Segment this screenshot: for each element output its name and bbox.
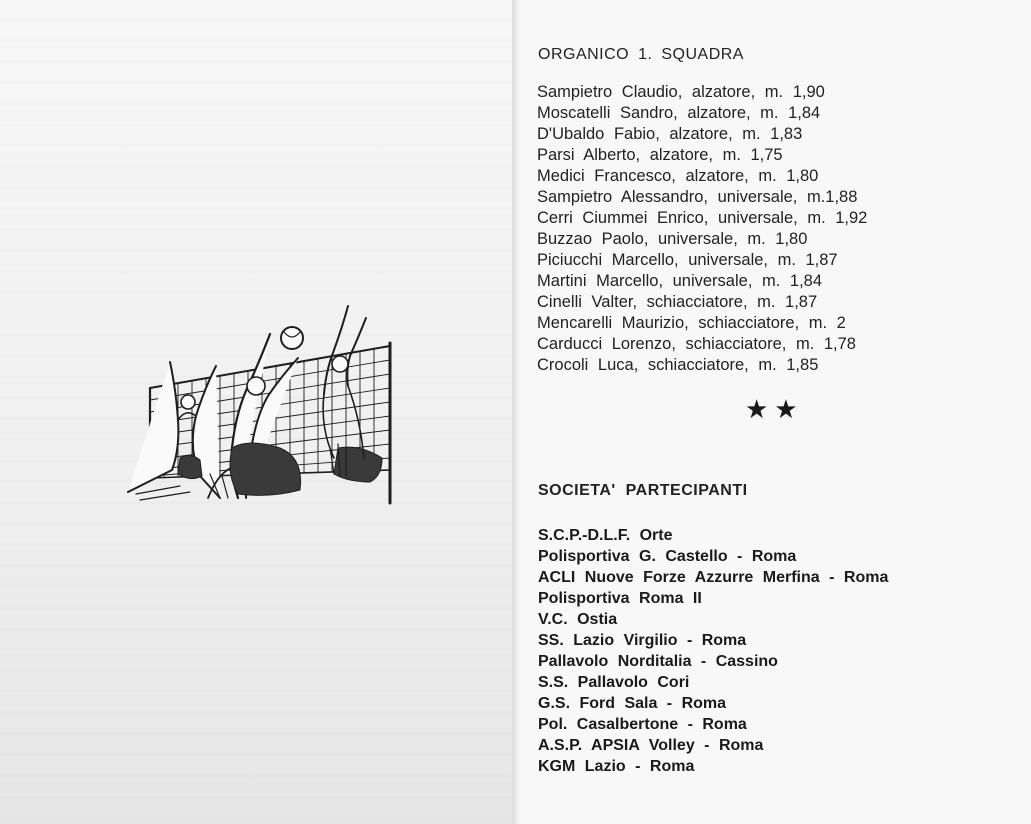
societies-list — [538, 525, 888, 777]
society-item: Pol. Casalbertone - Roma — [538, 716, 747, 733]
player-item: D'Ubaldo Fabio, alzatore, m. 1,83 — [537, 125, 803, 143]
player-item: Crocoli Luca, schiacciatore, m. 1,85 — [537, 356, 819, 374]
player-item: Cinelli Valter, schiacciatore, m. 1,87 — [537, 293, 818, 311]
player-item: Sampietro Alessandro, universale, m.1,88 — [537, 188, 858, 206]
society-item: S.S. Pallavolo Cori — [538, 674, 690, 691]
society-item: A.S.P. APSIA Volley - Roma — [538, 737, 764, 754]
player-item: Sampietro Claudio, alzatore, m. 1,90 — [537, 83, 825, 101]
book-spine — [512, 0, 520, 824]
society-item: ACLI Nuove Forze Azzurre Merfina - Roma — [538, 569, 889, 586]
society-item: SS. Lazio Virgilio - Roma — [538, 632, 747, 649]
society-item: KGM Lazio - Roma — [538, 758, 695, 775]
player-item: Martini Marcello, universale, m. 1,84 — [537, 272, 823, 290]
player-item: Medici Francesco, alzatore, m. 1,80 — [537, 167, 819, 185]
societies-title: SOCIETA' PARTECIPANTI — [538, 482, 748, 499]
society-item: Polisportiva G. Castello - Roma — [538, 548, 797, 565]
squad-list — [537, 82, 867, 376]
player-item: Moscatelli Sandro, alzatore, m. 1,84 — [537, 104, 821, 122]
squad-title: ORGANICO 1. SQUADRA — [538, 46, 744, 63]
society-item: G.S. Ford Sala - Roma — [538, 695, 727, 712]
player-item: Parsi Alberto, alzatore, m. 1,75 — [537, 146, 783, 164]
society-item: Polisportiva Roma II — [538, 590, 702, 607]
left-page — [0, 0, 515, 824]
stars-divider: ★★ — [745, 394, 804, 424]
society-item: V.C. Ostia — [538, 611, 618, 628]
player-item: Buzzao Paolo, universale, m. 1,80 — [537, 230, 808, 248]
player-item: Piciucchi Marcello, universale, m. 1,87 — [537, 251, 838, 269]
society-item: S.C.P.-D.L.F. Orte — [538, 527, 673, 544]
player-item: Carducci Lorenzo, schiacciatore, m. 1,78 — [537, 335, 856, 353]
society-item: Pallavolo Norditalia - Cassino — [538, 653, 778, 670]
player-item: Mencarelli Maurizio, schiacciatore, m. 2 — [537, 314, 846, 332]
player-item: Cerri Ciummei Enrico, universale, m. 1,92 — [537, 209, 868, 227]
volleyball-players-icon — [120, 298, 400, 508]
